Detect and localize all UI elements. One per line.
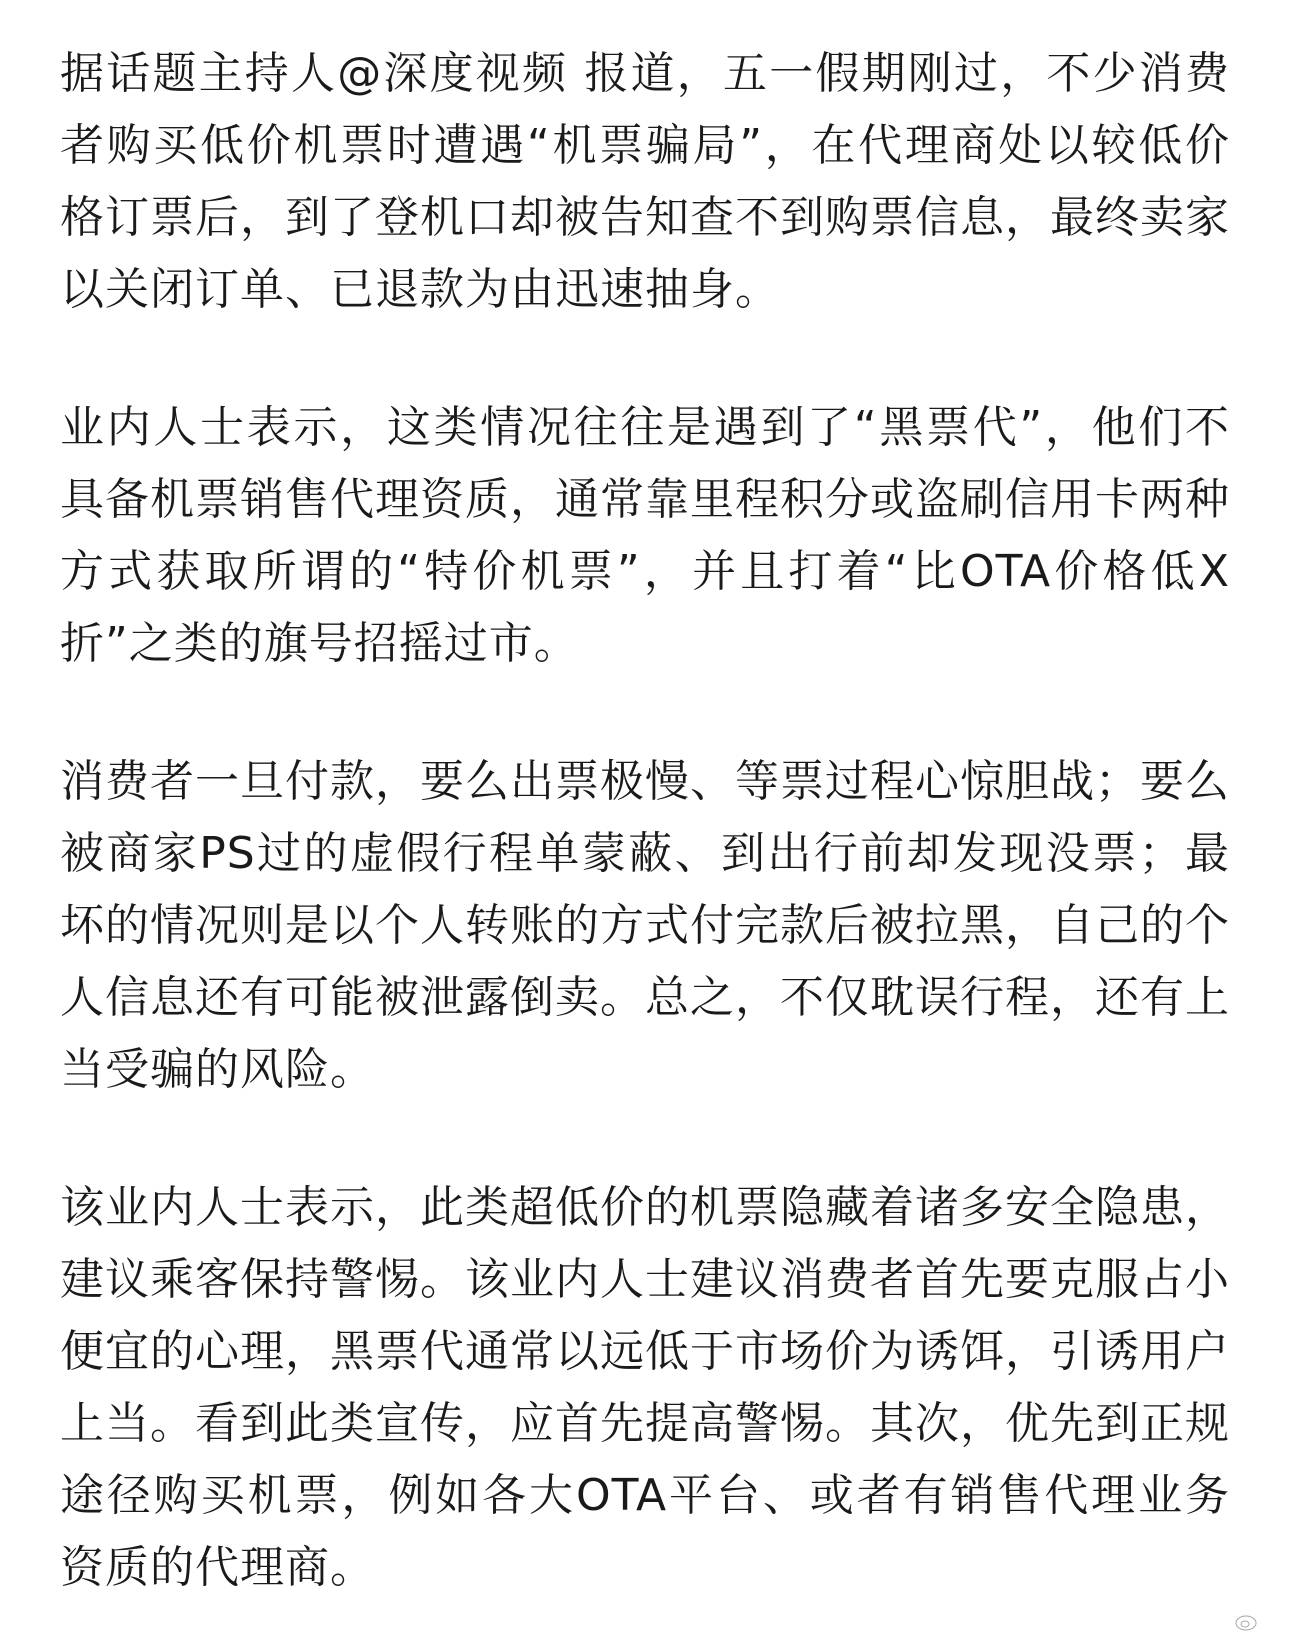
paragraph-2: 业内人士表示，这类情况往往是遇到了“黑票代”，他们不具备机票销售代理资质，通常靠里程积分或盗刷信用卡两种方式获取所谓的“特价机票”，并且打着“比OTA价格低X折”之类的旗号招摇过市。: [60, 402, 1230, 669]
watermark: [1234, 1610, 1268, 1632]
paragraph-4: 该业内人士表示，此类超低价的机票隐藏着诸多安全隐患，建议乘客保持警惕。该业内人士建议消费者首先要克服占小便宜的心理，黑票代通常以远低于市场价为诱饵，引诱用户上当。看到此类宣传，应首先提高警惕。其次，优先到正规途径购买机票，例如各大OTA平台、或者有销售代理业务资质的代理商。: [60, 1182, 1230, 1593]
paragraph-1: 据话题主持人@深度视频 报道，五一假期刚过，不少消费者购买低价机票时遭遇“机票骗局”，在代理商处以较低价格订票后，到了登机口却被告知查不到购票信息，最终卖家以关闭订单、已退款为由迅速抽身。: [60, 48, 1230, 315]
paragraph-3: 消费者一旦付款，要么出票极慢、等票过程心惊胆战；要么被商家PS过的虚假行程单蒙蔽、到出行前却发现没票；最坏的情况则是以个人转账的方式付完款后被拉黑，自己的个人信息还有可能被泄露倒卖。总之，不仅耽误行程，还有上当受骗的风险。: [60, 756, 1230, 1095]
article-body: [60, 38, 1230, 1604]
weibo-logo-icon: [1234, 1610, 1262, 1632]
